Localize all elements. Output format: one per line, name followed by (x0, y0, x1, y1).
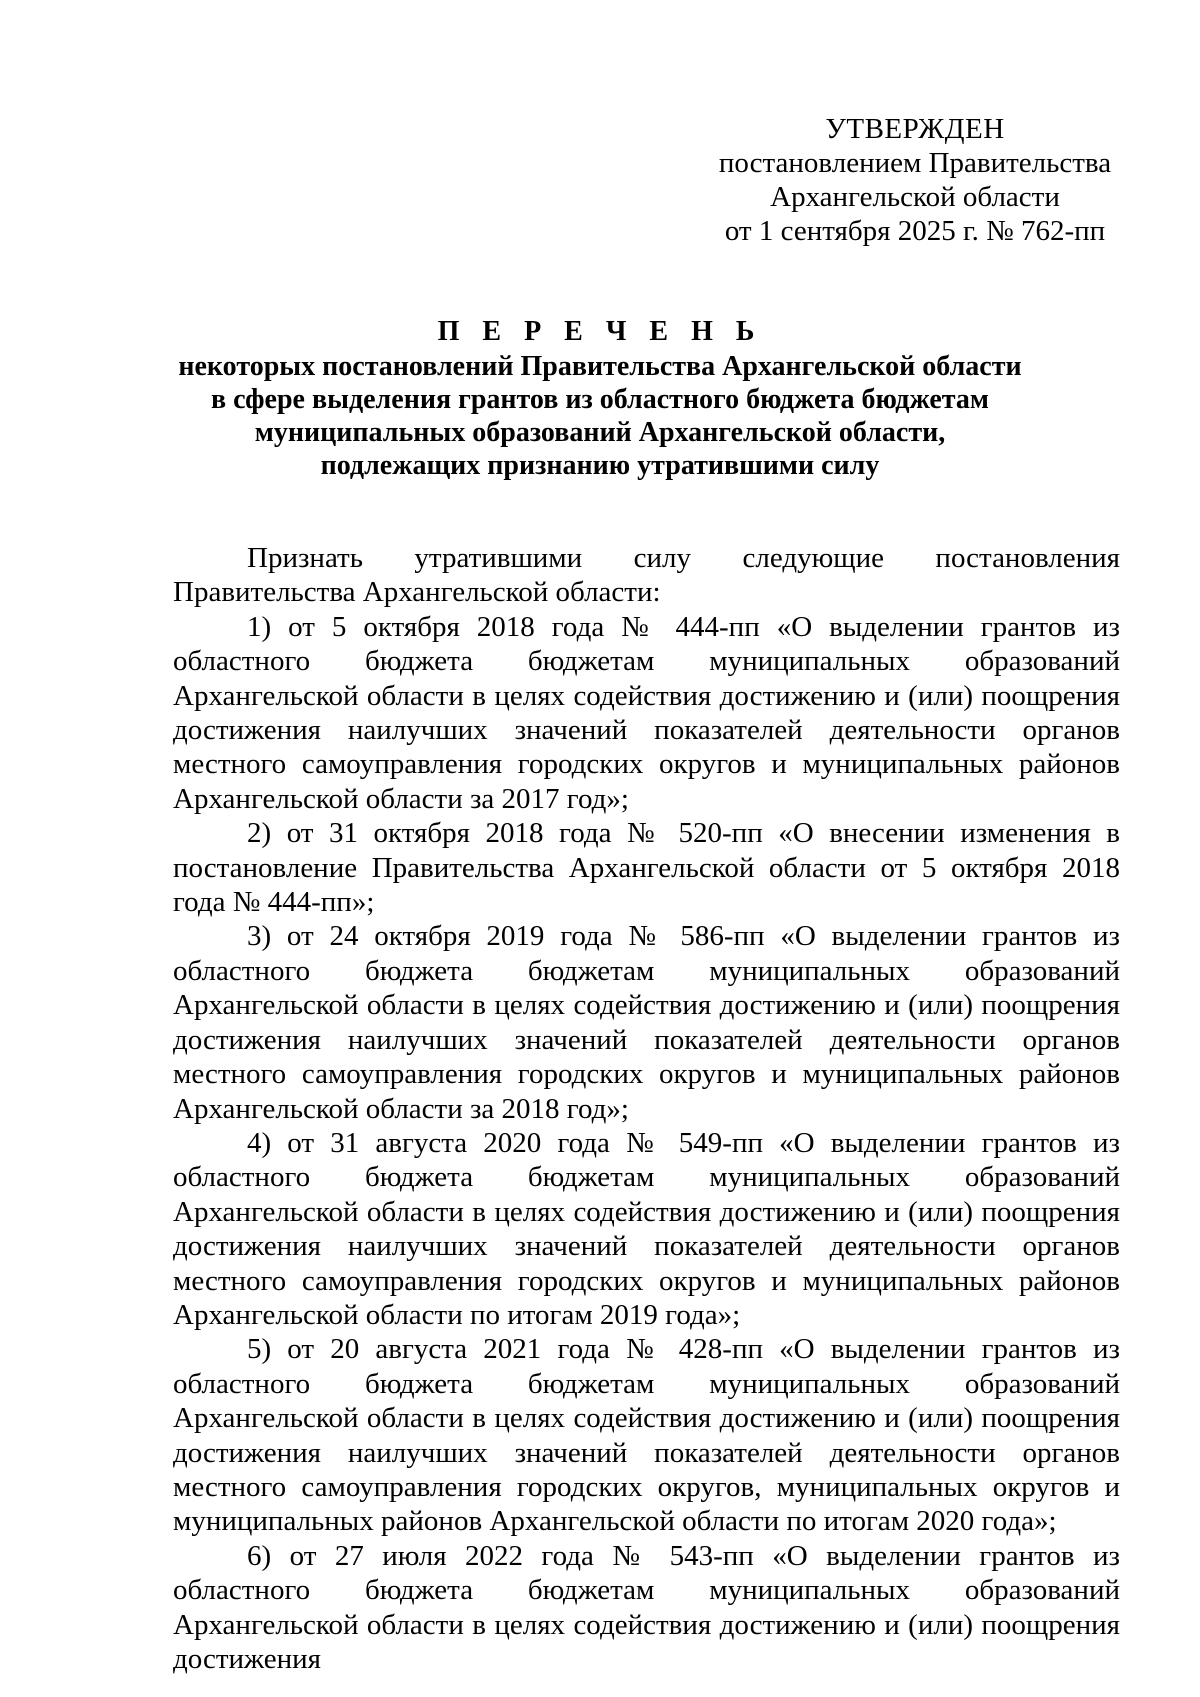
list-item: 4) от 31 августа 2020 года № 549-пп «О выделении грантов из областного бюджета бюджетам муниципальных образований Архангельской области в целях содействия достижению и (или) поощрения достижения наилучших значений показателей деятельности органов местного самоуправления городских округов и муниципальных районов Архангельской области по итогам 2019 года»; (173, 1126, 1120, 1331)
intro-paragraph: Признать утратившими силу следующие постановления Правительства Архангельской области: (173, 542, 1120, 609)
heading-line-4: подлежащих признанию утратившими силу (320, 450, 880, 481)
approval-line-3: от 1 сентября 2025 г. № 762-пп (724, 215, 1106, 247)
list-item: 5) от 20 августа 2021 года № 428-пп «О выделении грантов из областного бюджета бюджетам муниципальных образований Архангельской области в целях содействия достижению и (или) поощрения достижения наилучших значений показателей деятельности органов местного самоуправления городских округов, муниципальных округов и муниципальных районов Архангельской области по итогам 2020 года»; (173, 1333, 1120, 1538)
approval-title: УТВЕРЖДЕН (825, 113, 1005, 145)
approval-line-1: постановлением Правительства (718, 147, 1112, 179)
document-heading (160, 315, 1040, 482)
list-item: 2) от 31 октября 2018 года № 520-пп «О внесении изменения в постановление Правительства Архангельской области от 5 октября 2018 года № 444-пп»; (173, 817, 1120, 919)
approval-line-2: Архангельской области (770, 181, 1060, 213)
heading-line-1: некоторых постановлений Правительства Архангельской области (178, 351, 1022, 382)
document-body (173, 541, 1120, 1676)
heading-line-2: в сфере выделения грантов из областного бюджета бюджетам (211, 384, 989, 415)
heading-line-3: муниципальных образований Архангельской области, (254, 417, 946, 448)
document-title: П Е Р Е Ч Е Н Ь (437, 316, 763, 347)
list-item: 3) от 24 октября 2019 года № 586-пп «О выделении грантов из областного бюджета бюджетам муниципальных образований Архангельской области в целях содействия достижению и (или) поощрения достижения наилучших значений показателей деятельности органов местного самоуправления городских округов и муниципальных районов Архангельской области за 2018 год»; (173, 920, 1120, 1125)
approval-stamp (700, 112, 1130, 248)
list-item: 6) от 27 июля 2022 года № 543-пп «О выделении грантов из областного бюджета бюджетам муниципальных образований Архангельской области в целях содействия достижению и (или) поощрения достижения (173, 1539, 1120, 1675)
list-item: 1) от 5 октября 2018 года № 444-пп «О выделении грантов из областного бюджета бюджетам муниципальных образований Архангельской области в целях содействия достижению и (или) поощрения достижения наилучших значений показателей деятельности органов местного самоуправления городских округов и муниципальных районов Архангельской области за 2017 год»; (173, 610, 1120, 815)
